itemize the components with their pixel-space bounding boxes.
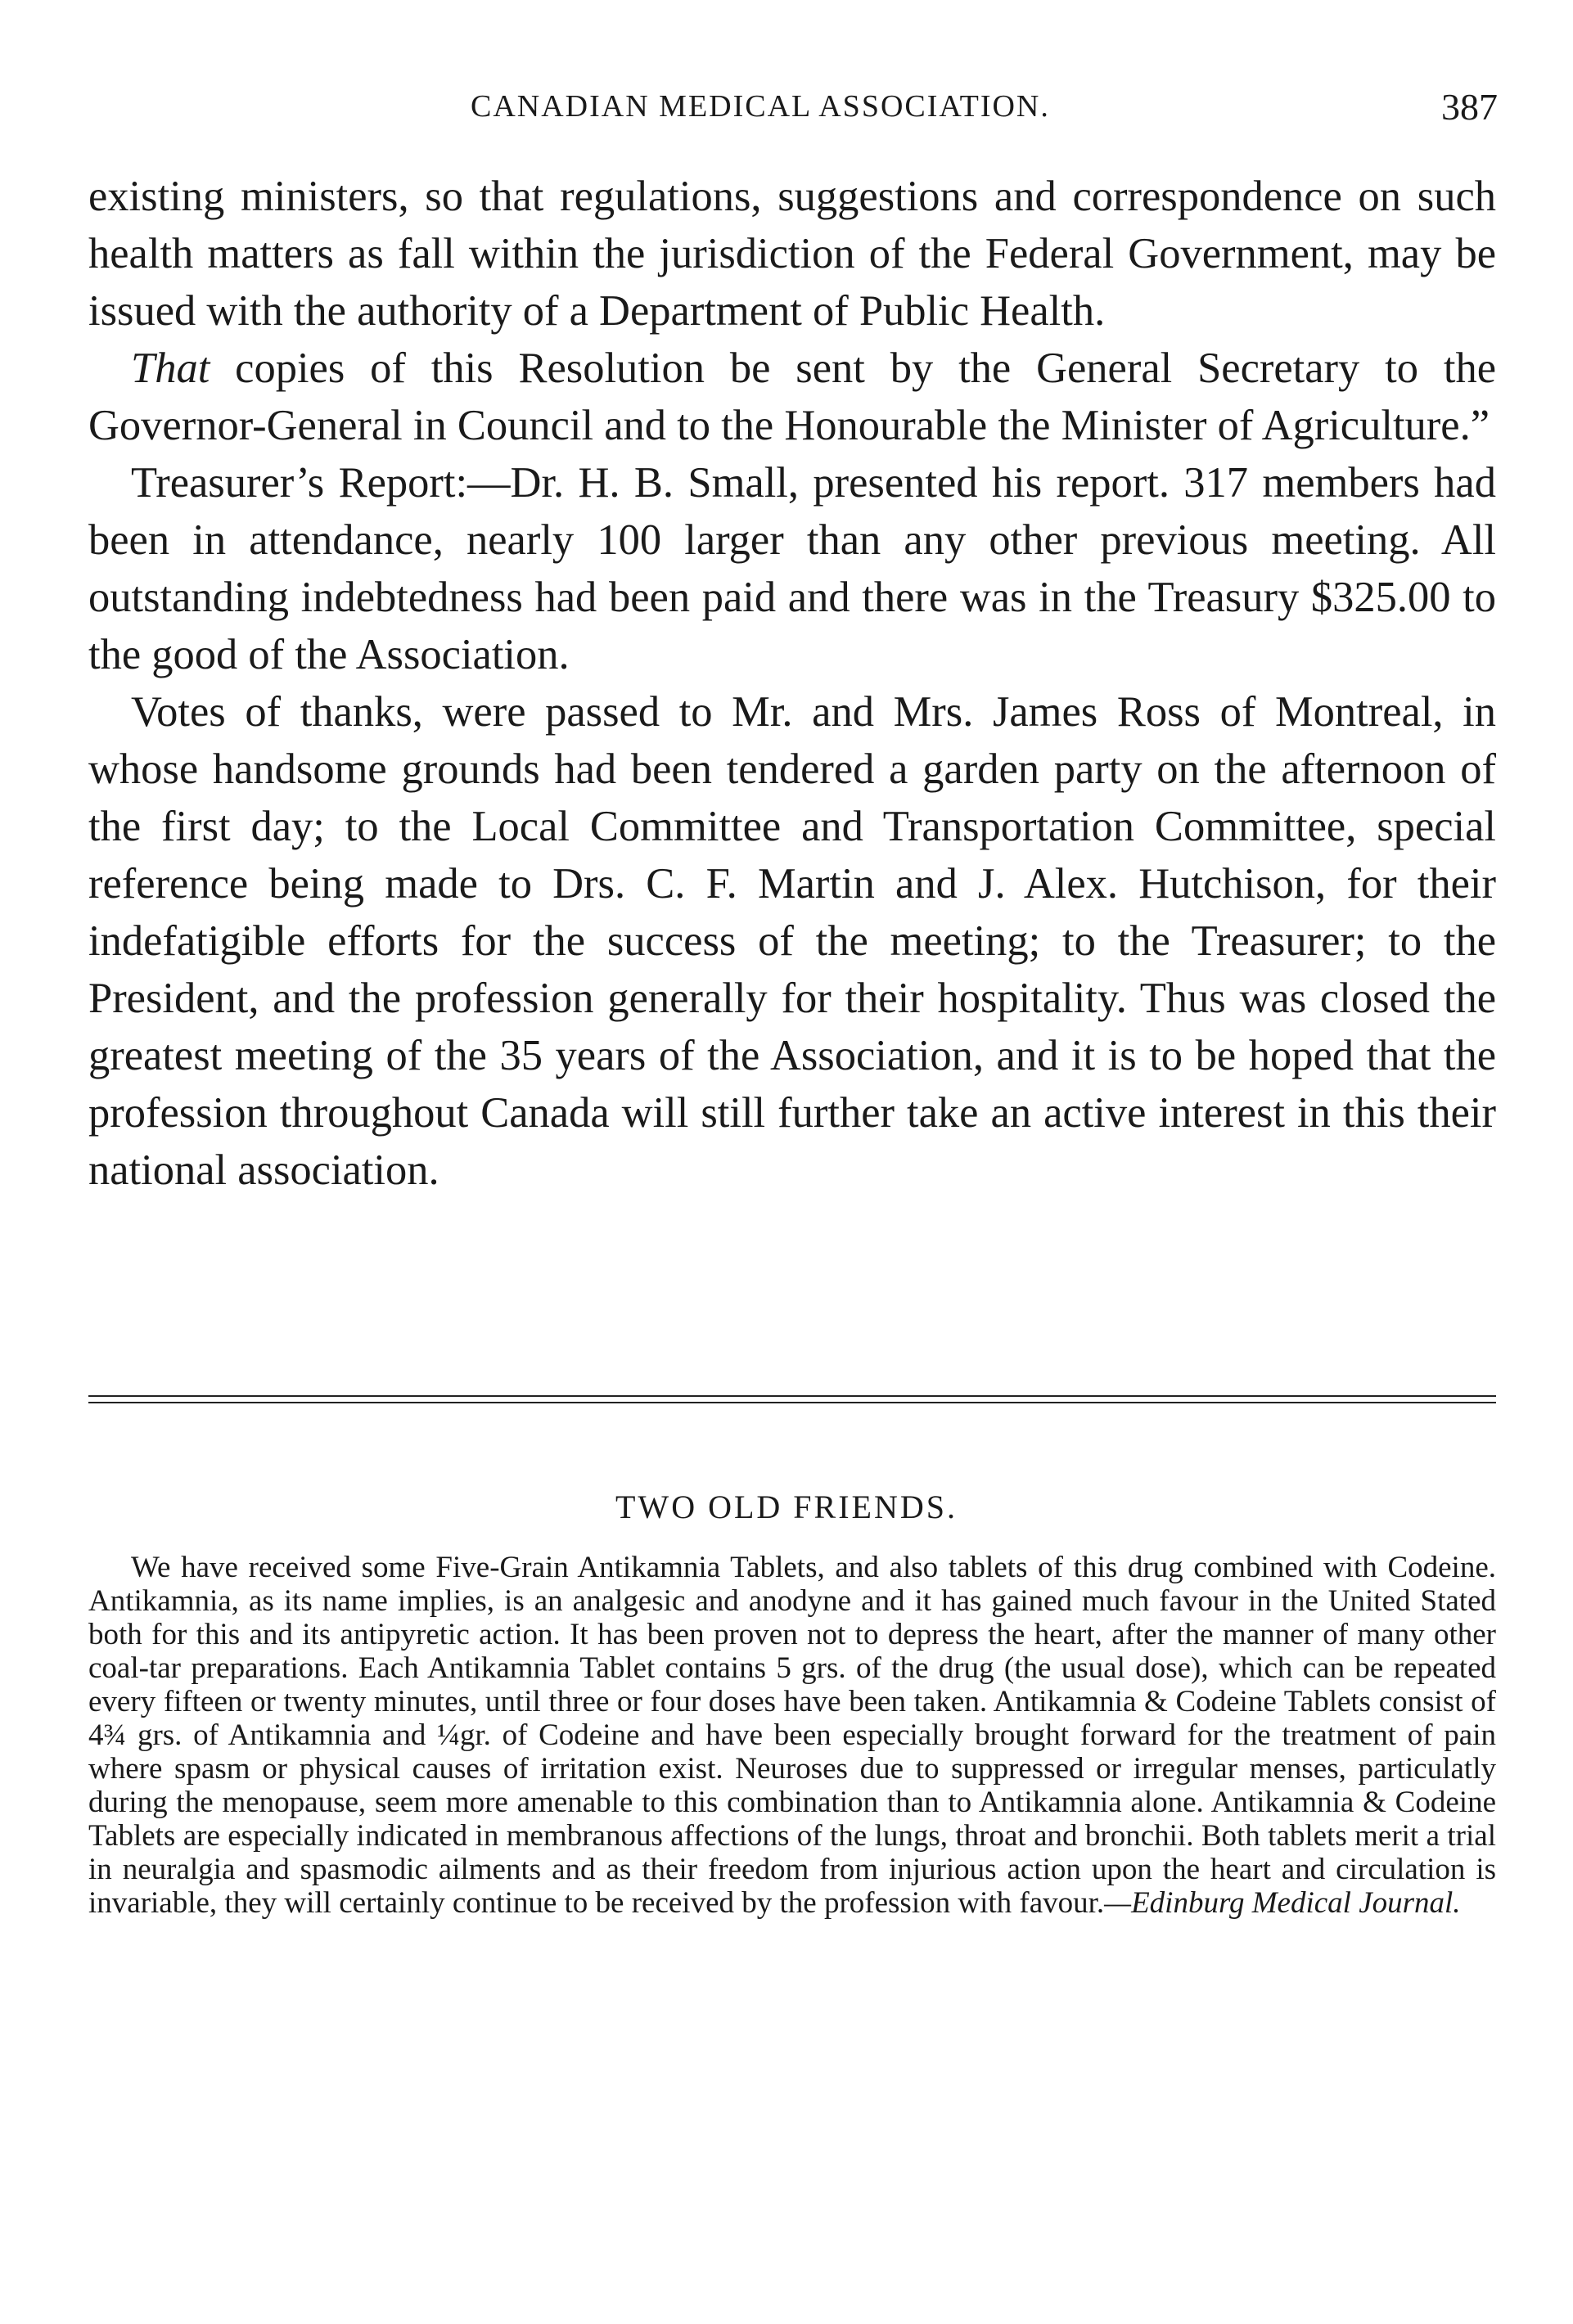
article-body	[88, 1551, 1496, 1920]
divider-rule-top	[88, 1395, 1496, 1397]
divider-rule-bottom	[88, 1402, 1496, 1403]
page-number: 387	[1441, 86, 1498, 128]
article-paragraph	[88, 1551, 1496, 1920]
paragraph-resolution	[88, 340, 1496, 454]
section-divider	[88, 1395, 1496, 1403]
paragraph-votes-of-thanks: Votes of thanks, were passed to Mr. and Mrs. James Ross of Montreal, in whose handsome grounds had been tendered a garden party on the afternoon of the first day; to the Local Committee and Transportation Committee, special reference being made to Drs. C. F. Martin and J. Alex. Hutchison, for their indefatigible efforts for the success of the meeting; to the Treasurer; to the President, and the profession generally for their hospitality. Thus was closed the greatest meeting of the 35 years of the Association, and it is to be hoped that the profession throughout Canada will still further take an active interest in this their national association.	[88, 688, 1496, 1194]
running-title: CANADIAN MEDICAL ASSOCIATION.	[471, 89, 1050, 124]
paragraph-continuation: existing ministers, so that regulations, suggestions and correspondence on such health matters as fall within the jurisdiction of the Federal Government, may be issued with the authority of a Department of Public Health.	[88, 173, 1496, 335]
article-text: We have received some Five-Grain Antikamnia Tablets, and also tablets of this drug combined with Codeine. Antikamnia, as its name implies, is an analgesic and anodyne and it has gained much favour in the United Stated both for this and its antipyretic action. It has been proven not to depress the heart, after the manner of many other coal-tar preparations. Each Antikamnia Tablet contains 5 grs. of the drug (the usual dose), which can be repeated every fifteen or twenty minutes, until three or four doses have been taken. Antikamnia & Codeine Tablets consist of 4¾ grs. of Antikamnia and ¼gr. of Codeine and have been especially brought forward for the treatment of pain where spasm or physical causes of irritation exist. Neuroses due to suppressed or irregular menses, particulatly during the menopause, seem more amenable to this combination than to Antikamnia alone. Antikamnia & Codeine Tablets are especially indicated in membranous affections of the lungs, throat and bronchii. Both tablets merit a trial in neuralgia and spasmodic ailments and as their freedom from injurious action upon the heart and circulation is invariable, they will certainly continue to be received by the profession with favour.	[88, 1551, 1496, 1920]
running-head	[90, 88, 1498, 137]
resolution-lead-word: That	[131, 345, 210, 392]
body-text	[88, 168, 1496, 1199]
paragraph-treasurer-report: Treasurer’s Report:—Dr. H. B. Small, presented his report. 317 members had been in attendance, nearly 100 larger than any other previous meeting. All outstanding indebtedness had been paid and there was in the Treasury $325.00 to the good of the Association.	[88, 459, 1496, 678]
article-title: TWO OLD FRIENDS.	[615, 1489, 958, 1525]
resolution-text: copies of this Resolution be sent by the General Secretary to the Governor-General in Council and to the Honourable the Minister of Agriculture.”	[88, 345, 1496, 449]
article-source: —Edinburg Medical Journal.	[1104, 1886, 1461, 1920]
